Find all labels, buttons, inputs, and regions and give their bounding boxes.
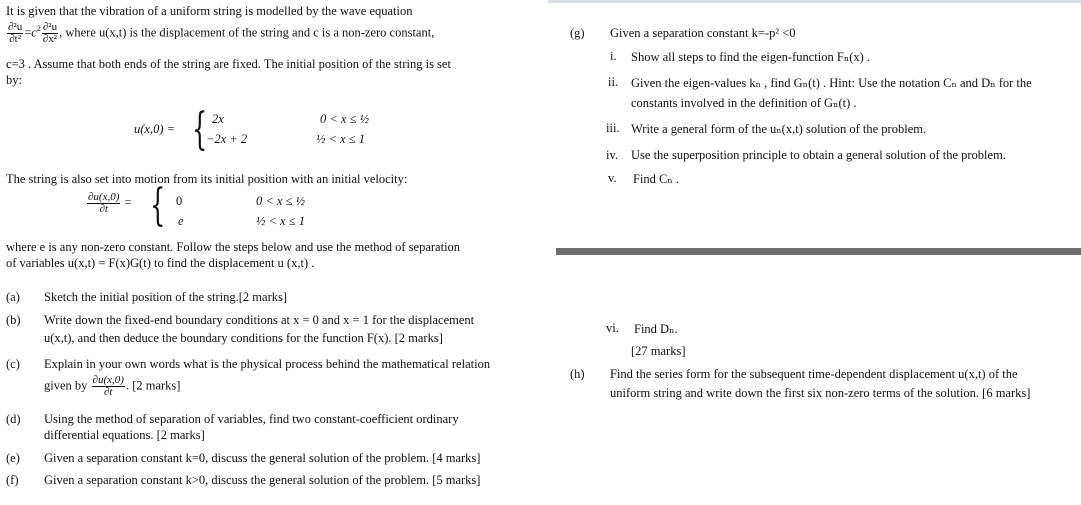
where-line-2: of variables u(x,t) = F(x)G(t) to find the displacement u (x,t) .: [6, 256, 315, 270]
part-d-label: (d): [6, 412, 21, 426]
wave-equation-tail: , where u(x,t) is the displacement of the string and c is a non-zero constant,: [59, 25, 435, 40]
part-d-line1: Using the method of separation of variables, find two constant-coefficient ordinary: [44, 412, 459, 426]
sub-vi-text: Find Dₙ.: [634, 322, 678, 336]
sub-v-text: Find Cₙ .: [633, 172, 680, 186]
piecewise-brace: {: [192, 104, 208, 155]
sub-vi-label: vi.: [606, 321, 619, 335]
sub-ii-label: ii.: [608, 75, 619, 89]
part-a-text: Sketch the initial position of the string.[2 marks]: [44, 290, 288, 304]
velocity-lhs-den: ∂t: [99, 203, 108, 215]
where-line-1: where e is any non-zero constant. Follow the steps below and use the method of separation: [6, 240, 461, 254]
wave-equation: $\frac{\text{∂²u}}{\text{∂t²}}$ $=c^2$ $\frac{\text{∂²u}}{\text{∂x²}}$ , where u(x,t) is the displacement of the string and c is a non-zero constant,: [8, 21, 435, 45]
part-g-text: Given a separation constant k=-p² <0: [610, 26, 796, 40]
part-g-label: (g): [570, 26, 585, 40]
part-a-label: (a): [6, 290, 20, 304]
part-f-text: Given a separation constant k>0, discuss the general solution of the problem. [5 marks]: [44, 473, 481, 487]
v-case1-cond: 0 < x ≤ ½: [256, 194, 305, 208]
part-h-line2: uniform string and write down the first six non-zero terms of the solution. [6 marks]: [610, 386, 1031, 400]
u0-case1-expr: 2x: [212, 112, 224, 126]
part-c-marks: . [2 marks]: [125, 378, 181, 393]
v-case2-cond: ½ < x ≤ 1: [256, 214, 305, 228]
sub-i-label: i.: [610, 49, 617, 63]
part-h-line1: Find the series form for the subsequent time-dependent displacement u(x,t) of the: [610, 367, 1018, 381]
part-b-line2: u(x,t), and then deduce the boundary conditions for the function F(x). [2 marks]: [44, 331, 443, 345]
sub-v-label: v.: [608, 171, 617, 185]
part-c-line1: Explain in your own words what is the physical process behind the mathematical relation: [44, 357, 491, 371]
section-divider: [556, 248, 1081, 255]
velocity-lhs-num: ∂u(x,0): [88, 191, 120, 203]
part-b-line1: Write down the fixed-end boundary conditions at x = 0 and x = 1 for the displacement: [44, 313, 475, 327]
sub-iv-text: Use the superposition principle to obtain a general solution of the problem.: [631, 148, 1006, 162]
sub-ii-line2: constants involved in the definition of Gₙ(t) .: [631, 96, 857, 110]
intro-line-3: c=3 . Assume that both ends of the string are fixed. The initial position of the string is set: [6, 57, 451, 71]
velocity-intro: The string is also set into motion from its initial position with an initial velocity:: [6, 172, 408, 186]
sub-iv-label: iv.: [606, 148, 619, 162]
intro-line-4: by:: [6, 73, 22, 87]
intro-line-1: It is given that the vibration of a uniform string is modelled by the wave equation: [6, 4, 413, 18]
sub-ii-line1: Given the eigen-values kₙ , find Gₙ(t) . Hint: Use the notation Cₙ and Dₙ for the: [631, 76, 1032, 90]
top-border-line: [548, 0, 1081, 3]
part-e-label: (e): [6, 451, 20, 465]
part-c-label: (c): [6, 357, 20, 371]
part-c-given-by: given by: [44, 378, 88, 393]
u0-case2-cond: ½ < x ≤ 1: [316, 132, 365, 146]
sub-i-text: Show all steps to find the eigen-function Fₙ(x) .: [631, 50, 871, 64]
sub-iii-label: iii.: [606, 121, 620, 135]
velocity-lhs: $\frac{\partial u(x,0)}{\partial t}$ =: [88, 191, 132, 215]
part-f-label: (f): [6, 473, 19, 487]
part-b-label: (b): [6, 313, 21, 327]
sub-iii-text: Write a general form of the uₙ(x,t) solution of the problem.: [631, 122, 927, 136]
u0-case1-cond: 0 < x ≤ ½: [320, 112, 369, 126]
marks-27: [27 marks]: [631, 344, 686, 358]
initial-position-lhs: u(x,0) =: [134, 122, 176, 136]
part-e-text: Given a separation constant k=0, discuss the general solution of the problem. [4 marks]: [44, 451, 481, 465]
v-case2-expr: e: [178, 214, 184, 228]
velocity-brace: {: [150, 180, 166, 231]
part-c-line2: given by $\frac{\partial u(x,0)}{\partial t}$ . [2 marks]: [44, 374, 181, 398]
part-d-line2: differential equations. [2 marks]: [44, 428, 205, 442]
v-case1-expr: 0: [176, 194, 183, 208]
u0-case2-expr: −2x + 2: [206, 132, 248, 146]
part-h-label: (h): [570, 367, 585, 381]
